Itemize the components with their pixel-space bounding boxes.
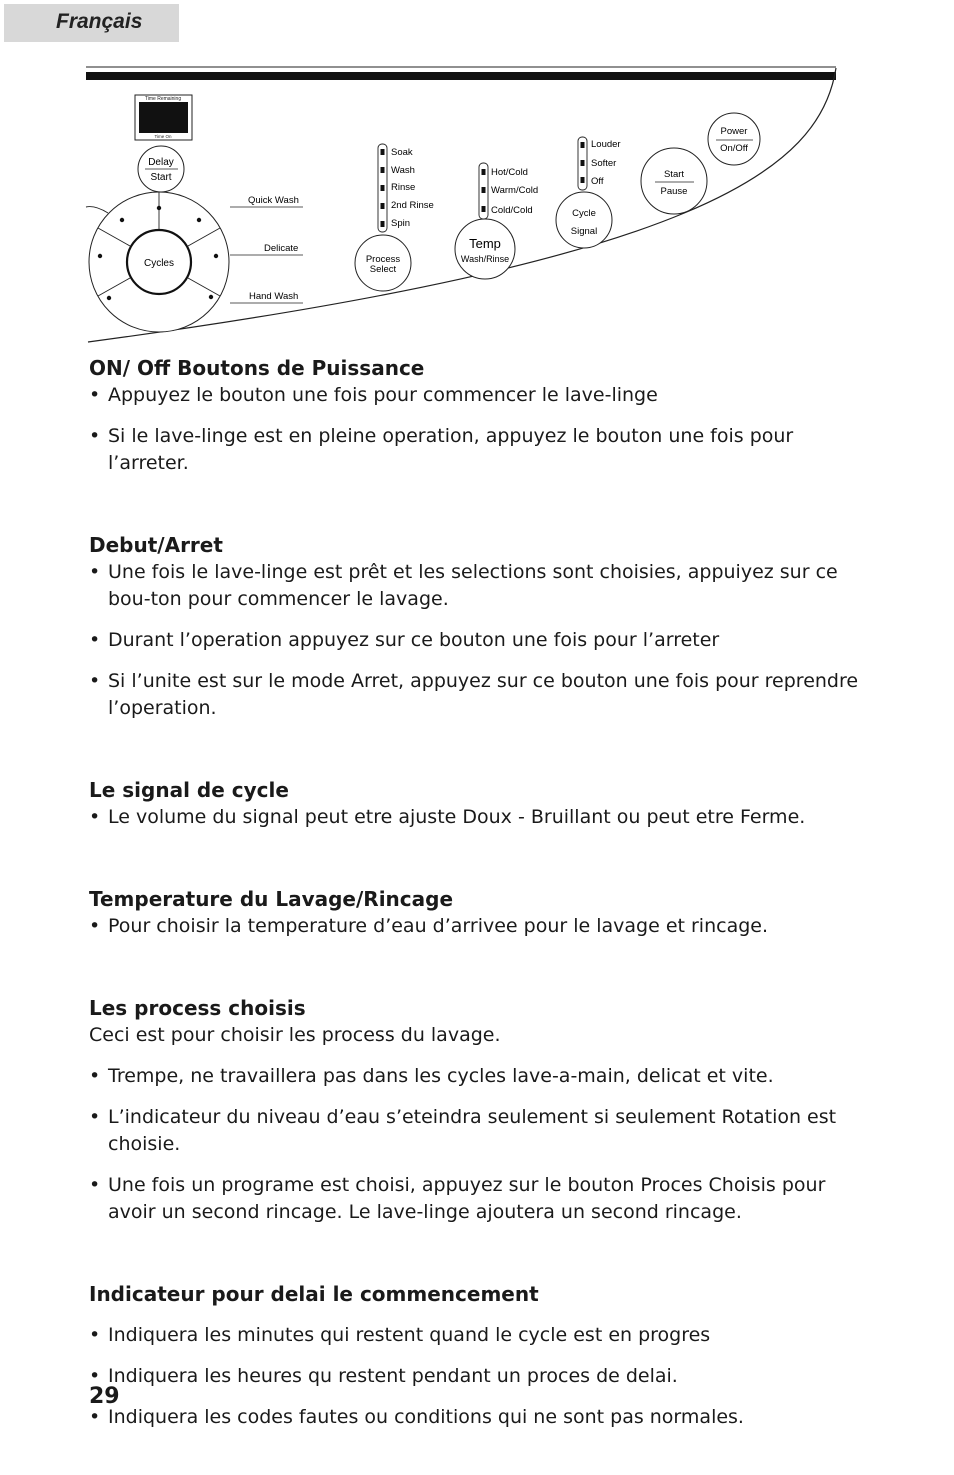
process-spin: Spin xyxy=(391,218,411,229)
process-select-button[interactable] xyxy=(355,235,411,291)
section-cycle-signal xyxy=(89,776,879,831)
on-off-label: On/Off xyxy=(720,143,748,154)
process-select-line2: Select xyxy=(369,264,397,275)
bullet-item: • L’indicateur du niveau d’eau s’eteindra seulement si seulement Rotation est choisie. xyxy=(89,1104,879,1158)
signal-softer: Softer xyxy=(591,158,617,169)
cycles-options xyxy=(230,195,303,303)
temp-cold-cold: Cold/Cold xyxy=(491,205,533,216)
pause-label: Pause xyxy=(660,186,688,197)
section-temperature xyxy=(89,885,879,940)
delay-start-button[interactable] xyxy=(138,146,184,192)
cycle-option-hand-wash: Hand Wash xyxy=(249,291,299,302)
temp-indicators xyxy=(479,163,538,219)
signal-off: Off xyxy=(591,176,604,187)
display-bottom-label: Time On xyxy=(154,134,172,139)
process-2nd-rinse: 2nd Rinse xyxy=(391,200,434,211)
temp-wash-rinse-label: Wash/Rinse xyxy=(460,254,510,264)
panel-top-bar xyxy=(86,72,836,80)
display-top-label: Time Remaining xyxy=(144,96,182,102)
process-indicators xyxy=(378,144,434,232)
section-title: Les process choisis xyxy=(89,996,306,1020)
bullet-item: • Le volume du signal peut etre ajuste Doux - Bruillant ou peut etre Ferme. xyxy=(89,804,879,831)
power-label: Power xyxy=(720,126,748,137)
temp-warm-cold: Warm/Cold xyxy=(491,185,539,196)
bullet-item: • Durant l’operation appuyez sur ce bouton une fois pour l’arreter xyxy=(89,627,879,654)
process-rinse: Rinse xyxy=(391,182,416,193)
section-title: Debut/Arret xyxy=(89,533,223,557)
section-title: Le signal de cycle xyxy=(89,778,289,802)
bullet-item: • Une fois un programe est choisi, appuyez sur le bouton Proces Choisis pour avoir un second rincage. Le lave-linge ajoutera un second rincage. xyxy=(89,1172,879,1226)
control-panel-illustration xyxy=(0,0,954,345)
bullet-item: • Si l’unite est sur le mode Arret, appuyez sur ce bouton une fois pour reprendre l’operation. xyxy=(89,668,879,722)
temp-button[interactable] xyxy=(455,219,515,279)
process-select-line1: Process xyxy=(365,254,401,265)
bullet-item: • Une fois le lave-linge est prêt et les selections sont choisies, appuiyez sur ce bou-ton pour commencer le lavage. xyxy=(89,559,879,613)
start-label: Start xyxy=(150,172,172,183)
delay-label: Delay xyxy=(148,157,174,168)
instructions-content xyxy=(89,354,879,1431)
cycle-signal-line1: Cycle xyxy=(572,208,596,219)
page-number: 29 xyxy=(89,1384,120,1409)
section-intro: Ceci est pour choisir les process du lavage. xyxy=(89,1024,501,1046)
temp-label: Temp xyxy=(469,236,501,251)
power-button[interactable] xyxy=(708,113,760,165)
bullet-item: • Si le lave-linge est en pleine operation, appuyez le bouton une fois pour l’arreter. xyxy=(89,423,879,477)
bullet-item: • Indiquera les heures qu restent pendant un proces de delai. xyxy=(89,1363,879,1390)
process-wash: Wash xyxy=(391,165,415,176)
process-soak: Soak xyxy=(391,147,413,158)
start-label: Start xyxy=(663,169,685,180)
signal-louder: Louder xyxy=(591,139,621,150)
section-title: Indicateur pour delai le commencement xyxy=(89,1282,539,1306)
section-title: Temperature du Lavage/Rincage xyxy=(89,887,454,911)
language-tab-label: Français xyxy=(56,10,143,33)
temp-hot-cold: Hot/Cold xyxy=(491,167,528,178)
signal-indicators xyxy=(578,137,621,190)
bullet-item: • Appuyez le bouton une fois pour commencer le lave-linge xyxy=(89,382,879,409)
time-display xyxy=(135,95,192,140)
section-delay-indicator xyxy=(89,1280,879,1431)
section-power xyxy=(89,354,879,477)
start-pause-button[interactable] xyxy=(641,148,707,214)
bullet-item: • Trempe, ne travaillera pas dans les cycles lave-a-main, delicat et vite. xyxy=(89,1063,879,1090)
bullet-item: • Indiquera les minutes qui restent quand le cycle est en progres xyxy=(89,1322,879,1349)
section-process xyxy=(89,994,879,1226)
section-start-stop xyxy=(89,531,879,722)
bullet-item: • Indiquera les codes fautes ou conditions qui ne sont pas normales. xyxy=(89,1404,879,1431)
cycle-signal-button[interactable] xyxy=(556,192,612,248)
cycle-option-delicate: Delicate xyxy=(264,243,299,254)
cycles-label: Cycles xyxy=(143,258,175,269)
bullet-item: • Pour choisir la temperature d’eau d’arrivee pour le lavage et rincage. xyxy=(89,913,879,940)
section-title: ON/ Off Boutons de Puissance xyxy=(89,356,425,380)
cycle-option-quick-wash: Quick Wash xyxy=(248,195,299,206)
cycle-signal-line2: Signal xyxy=(570,226,598,237)
cycles-knob[interactable] xyxy=(86,192,229,332)
